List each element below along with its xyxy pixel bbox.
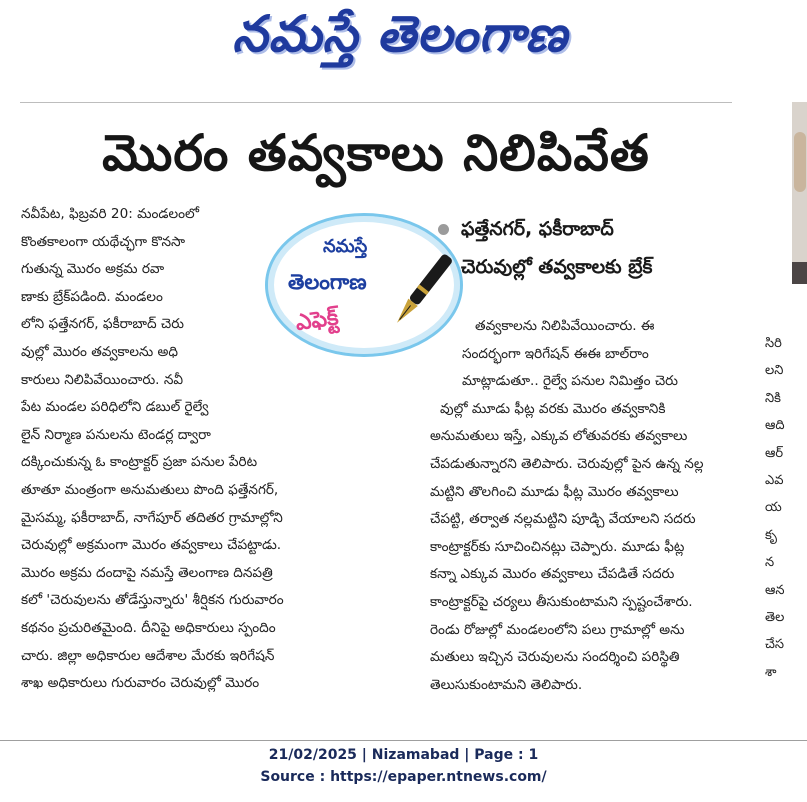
text-line: రెండు రోజుల్లో మండలంలోని పలు గ్రామాల్లో అను [430,621,685,638]
text-line: లని [765,363,784,379]
text-line: ఆన [765,582,785,598]
text-line: శాఖ అధికారులు గురువారం చెరువుల్లో మొరం [21,675,260,692]
adjacent-article-fragment [765,330,807,730]
subheading-line [438,248,738,286]
text-line: య [765,500,782,516]
badge-label-effect: ఎఫెక్ట్ [294,305,340,336]
badge-label-telangana: తెలంగాణ [288,270,367,294]
text-line: సిరి [765,336,782,351]
badge-label-namaste: నమస్తే [323,236,368,257]
footer-date-edition: 21/02/2025 | Nizamabad | Page : 1 [268,747,539,763]
article-headline: మొరం తవ్వకాలు నిలిపివేత [102,123,650,182]
text-line: మట్టిని తొలగించి మూడు ఫీట్ల మొరం తవ్వకాలు [430,483,679,500]
text-line: మాట్లాడుతూ.. రైల్వే పనుల నిమిత్తం చెరు [462,373,678,390]
subheading-text: చెరువుల్లో తవ్వకాలకు బ్రేక్ [461,256,653,278]
text-line: దక్కించుకున్న ఓ కాంట్రాక్టర్ ప్రజా పనుల పేరిట [21,454,258,471]
text-line: చారు. జిల్లా అధికారుల ఆదేశాల మేరకు ఇరిగేషన్ [21,647,275,664]
text-line: నవీపేట, ఫిబ్రవరి 20: మండలంలో [21,206,199,222]
text-line: తవ్వకాలను నిలిపివేయించారు. ఈ [475,318,655,334]
text-line: ఆది [765,418,785,434]
text-line: కాంట్రాక్టర్‌పై చర్యలు తీసుకుంటామని స్పష్టంచేశారు. [430,593,693,610]
newspaper-masthead: నమస్తే తెలంగాణ [232,4,568,63]
text-line: గుతున్న మొరం అక్రమ రవా [21,261,165,278]
article-right-column [430,313,760,699]
footer-source-link[interactable]: Source : https://epaper.ntnews.com/ [260,769,547,785]
text-line: తూతూ మంత్రంగా అనుమతులు పొంది ఫత్తేనగర్, [21,481,279,498]
subheading-block [438,210,738,286]
text-line: వుల్లో మొరం తవ్వకాలను అధి [21,343,179,360]
text-line: కన్నా ఎక్కువ మొరం తవ్వకాలు చేపడితే సదరు [430,566,675,583]
clipping-bottom-border [0,740,807,741]
text-line: చేపడుతున్నారని తెలిపారు. చెరువుల్లో పైన ఉన్న నల్ల [430,455,704,472]
text-line: సందర్భంగా ఇరిగేషన్ ఈఈ బాల్‌రాం [462,345,649,362]
source-footer [0,742,807,802]
text-line: కథనం ప్రచురితమైంది. దీనిపై అధికారులు స్పందిం [21,619,276,636]
text-line: వుల్లో మూడు ఫీట్ల వరకు మొరం తవ్వకానికి [440,400,666,417]
text-line: కాంట్రాక్టర్‌కు సూచించినట్లు చెప్పారు. మూడు ఫీట్ల [430,538,685,555]
text-line: చేస [765,637,785,653]
adjacent-photo [792,102,807,284]
text-line: తెల [765,610,785,626]
text-line: అనుమతులు ఇస్తే, ఎక్కువ లోతువరకు తవ్వకాలు [430,428,688,445]
text-line: కొంతకాలంగా యథేచ్ఛగా కొనసా [21,233,186,250]
text-line: నికి [765,390,781,406]
text-line: చెరువుల్లో అక్రమంగా మొరం తవ్వకాలు చేపట్టాడు. [21,537,282,554]
text-line: మొరం అక్రమ దందాపై నమస్తే తెలంగాణ దినపత్రి [21,564,273,581]
text-line: పేట మండల పరిధిలోని డబుల్ రైల్వే [21,399,209,416]
text-line: లైన్ నిర్మాణ పనులను టెండర్ల ద్వారా [21,426,211,443]
text-line: చేపట్టి, తర్వాత నల్లమట్టిని పూడ్చి వేయాలని సదరు [430,511,696,528]
text-line: కారులు నిలిపివేయించారు. నవీ [21,371,184,388]
text-line: లోని ఫత్తేనగర్, ఫకీరాబాద్ చెరు [21,316,185,333]
text-line: కలో 'చెరువులను తోడేస్తున్నారు' శీర్షికన గురువారం [21,592,284,609]
namaste-telangana-effect-badge [265,213,463,357]
masthead-divider [20,102,732,103]
text-line: మతులు ఇచ్చిన చెరువులను సందర్శించి పరిస్థితి [430,649,680,666]
text-line: మైసమ్మ, ఫకీరాబాద్, నాగేపూర్ తదితర గ్రామాల్లోని [21,509,283,526]
text-line: ఎవ [765,473,784,489]
text-line: ణాకు బ్రేక్‌పడింది. మండలం [21,288,163,305]
bullet-icon [438,224,449,235]
text-line: తెలుసుకుంటామని తెలిపారు. [430,676,583,693]
text-line: కృ [765,527,777,543]
text-line: న [765,555,775,571]
text-line: శా [765,664,777,680]
text-line: ఆర్ [765,445,784,461]
subheading-line [438,210,738,248]
subheading-text: ఫత్తేనగర్, ఫకీరాబాద్ [461,218,614,240]
